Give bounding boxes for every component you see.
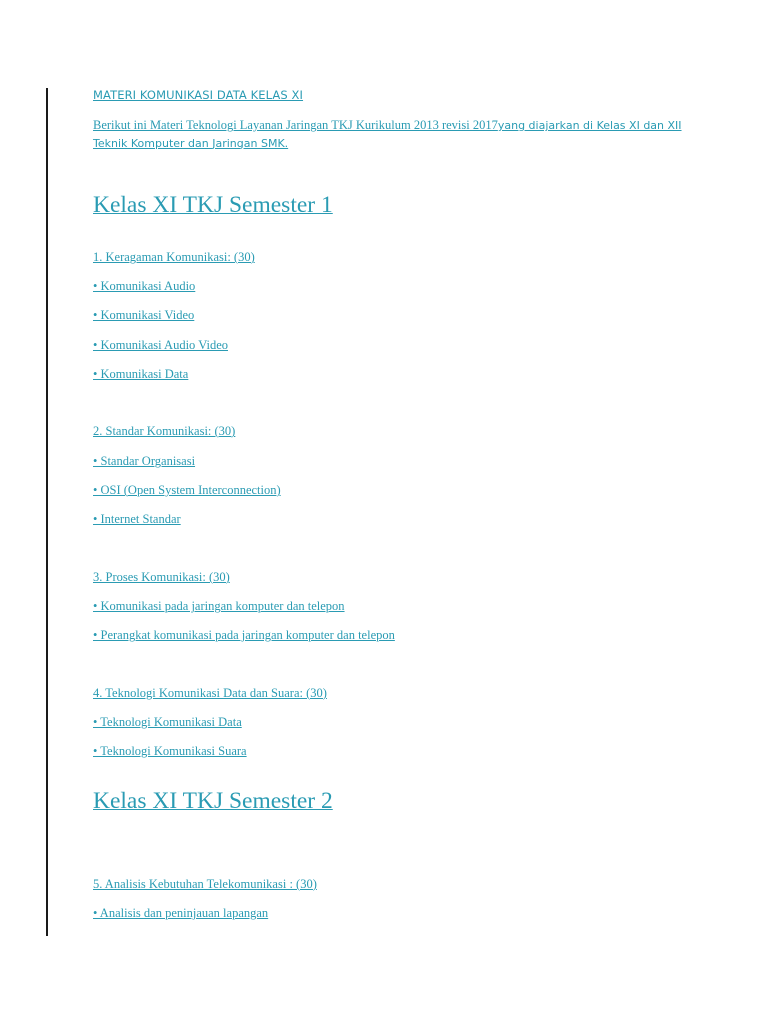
topic-5-item-1[interactable]: • Analisis dan peninjauan lapangan xyxy=(93,906,269,920)
topic-2-item-2[interactable]: • OSI (Open System Interconnection) xyxy=(93,483,281,497)
topic-title-1[interactable]: 1. Keragaman Komunikasi: (30) xyxy=(93,250,255,264)
topic-2-item-1[interactable]: • Standar Organisasi xyxy=(93,454,196,468)
intro-text-part2: yang diajarkan di Kelas XI dan XII Teknik Komputer dan Jaringan SMK. xyxy=(93,119,682,150)
topic-title-4[interactable]: 4. Teknologi Komunikasi Data dan Suara: (30) xyxy=(93,686,327,700)
topic-4-item-2[interactable]: • Teknologi Komunikasi Suara xyxy=(93,744,247,758)
intro-text-part1: Berikut ini Materi Teknologi Layanan Jaringan TKJ Kurikulum 2013 revisi 2017 xyxy=(93,118,498,132)
topic-title-2[interactable]: 2. Standar Komunikasi: (30) xyxy=(93,424,236,438)
topic-4-item-1[interactable]: • Teknologi Komunikasi Data xyxy=(93,715,242,729)
intro-paragraph[interactable] xyxy=(93,117,693,152)
semester2-heading[interactable]: Kelas XI TKJ Semester 2 xyxy=(93,788,333,814)
topic-1-item-2[interactable]: • Komunikasi Video xyxy=(93,308,195,322)
topic-2-item-3[interactable]: • Internet Standar xyxy=(93,512,181,526)
document-title[interactable]: MATERI KOMUNIKASI DATA KELAS XI xyxy=(93,88,304,102)
topic-1-item-3[interactable]: • Komunikasi Audio Video xyxy=(93,338,228,352)
topic-3-item-2[interactable]: • Perangkat komunikasi pada jaringan komputer dan telepon xyxy=(93,628,395,642)
topic-title-3[interactable]: 3. Proses Komunikasi: (30) xyxy=(93,570,230,584)
topic-1-item-4[interactable]: • Komunikasi Data xyxy=(93,367,189,381)
margin-rule xyxy=(46,88,48,936)
topic-1-item-1[interactable]: • Komunikasi Audio xyxy=(93,279,196,293)
semester1-heading[interactable]: Kelas XI TKJ Semester 1 xyxy=(93,192,333,218)
topic-title-5[interactable]: 5. Analisis Kebutuhan Telekomunikasi : (30) xyxy=(93,877,317,891)
topic-3-item-1[interactable]: • Komunikasi pada jaringan komputer dan telepon xyxy=(93,599,345,613)
